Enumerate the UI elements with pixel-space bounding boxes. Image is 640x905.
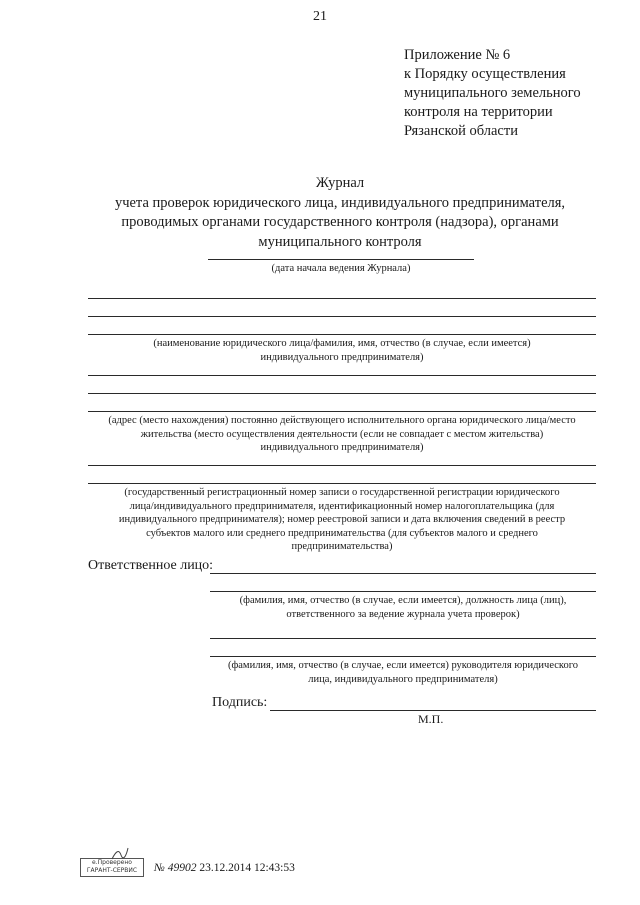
caption-line: индивидуального предпринимателя); номер реестровой записи и дата включения сведений в реестр [118, 514, 566, 525]
caption-line: предпринимательства) [291, 541, 393, 552]
caption-line: (адрес (место нахождения) постоянно действующего исполнительного органа юридического лица/место [108, 415, 576, 426]
registration-caption [88, 486, 596, 554]
title-line: учета проверок юридического лица, индивидуального предпринимателя, [114, 194, 566, 211]
document-title [40, 174, 640, 252]
footer-doc-number: № 49902 [154, 862, 197, 874]
caption-line: ответственного за ведение журнала учета проверок) [286, 608, 520, 620]
address-line[interactable] [88, 411, 596, 412]
responsible-caption [210, 594, 596, 621]
entity-name-line[interactable] [88, 316, 596, 317]
appendix-line: контроля на территории [404, 104, 553, 120]
head-name-line[interactable] [210, 656, 596, 657]
address-caption [72, 414, 612, 455]
caption-line: лица/индивидуального предпринимателя, идентификационный номер налогоплательщика (для [129, 500, 555, 512]
page-number: 21 [313, 9, 327, 24]
verification-stamp [80, 858, 144, 877]
head-name-line[interactable] [210, 638, 596, 639]
signature-label: Подпись: [212, 695, 268, 710]
caption-line: жительства (место осуществления деятельности (если не совпадает с местом жительства) [140, 428, 544, 440]
appendix-line: к Порядку осуществления [404, 66, 566, 82]
entity-name-line[interactable] [88, 334, 596, 335]
title-heading: Журнал [315, 175, 365, 191]
stamp-bottom-text: ГАРАНТ-СЕРВИС [86, 867, 138, 874]
appendix-line: Рязанской области [404, 123, 518, 139]
caption-line: лица, индивидуального предпринимателя) [308, 673, 498, 685]
seal-label: М.П. [418, 712, 444, 726]
caption-line: (наименование юридического лица/фамилия, имя, отчество (в случае, если имеется) [153, 338, 531, 349]
responsible-person-line[interactable] [210, 573, 596, 574]
entity-name-caption [88, 337, 596, 364]
title-line: проводимых органами государственного контроля (надзора), органами [121, 214, 559, 230]
caption-line: индивидуального предпринимателя) [260, 351, 424, 363]
responsible-person-label: Ответственное лицо: [88, 558, 214, 573]
stamp-top-text: e.Проверено [92, 859, 132, 866]
appendix-line: Приложение № 6 [404, 47, 511, 63]
appendix-line: муниципального земельного [404, 85, 581, 101]
footer-date: 23.12.2014 12:43:53 [199, 862, 295, 874]
signature-line[interactable] [270, 710, 596, 711]
title-line: муниципального контроля [258, 233, 422, 250]
caption-line: (фамилия, имя, отчество (в случае, если имеется) руководителя юридического [227, 660, 579, 671]
appendix-note [404, 46, 634, 141]
journal-start-caption: (дата начала ведения Журнала) [271, 263, 411, 274]
registration-line[interactable] [88, 483, 596, 484]
caption-line: (фамилия, имя, отчество (в случае, если имеется), должность лица (лиц), [239, 595, 567, 606]
head-caption [210, 659, 596, 686]
signature-scribble-icon [111, 847, 129, 861]
address-line[interactable] [88, 393, 596, 394]
registration-line[interactable] [88, 465, 596, 466]
address-line[interactable] [88, 375, 596, 376]
responsible-person-line[interactable] [210, 591, 596, 592]
caption-line: субъектов малого или среднего предпринимательства (для субъектов малого и среднего [146, 527, 538, 539]
caption-line: индивидуального предпринимателя) [260, 442, 424, 453]
journal-start-date-line[interactable] [208, 259, 474, 260]
footer-document-info [154, 862, 295, 874]
entity-name-line[interactable] [88, 298, 596, 299]
caption-line: (государственный регистрационный номер записи о государственной регистрации юридического [124, 487, 560, 498]
